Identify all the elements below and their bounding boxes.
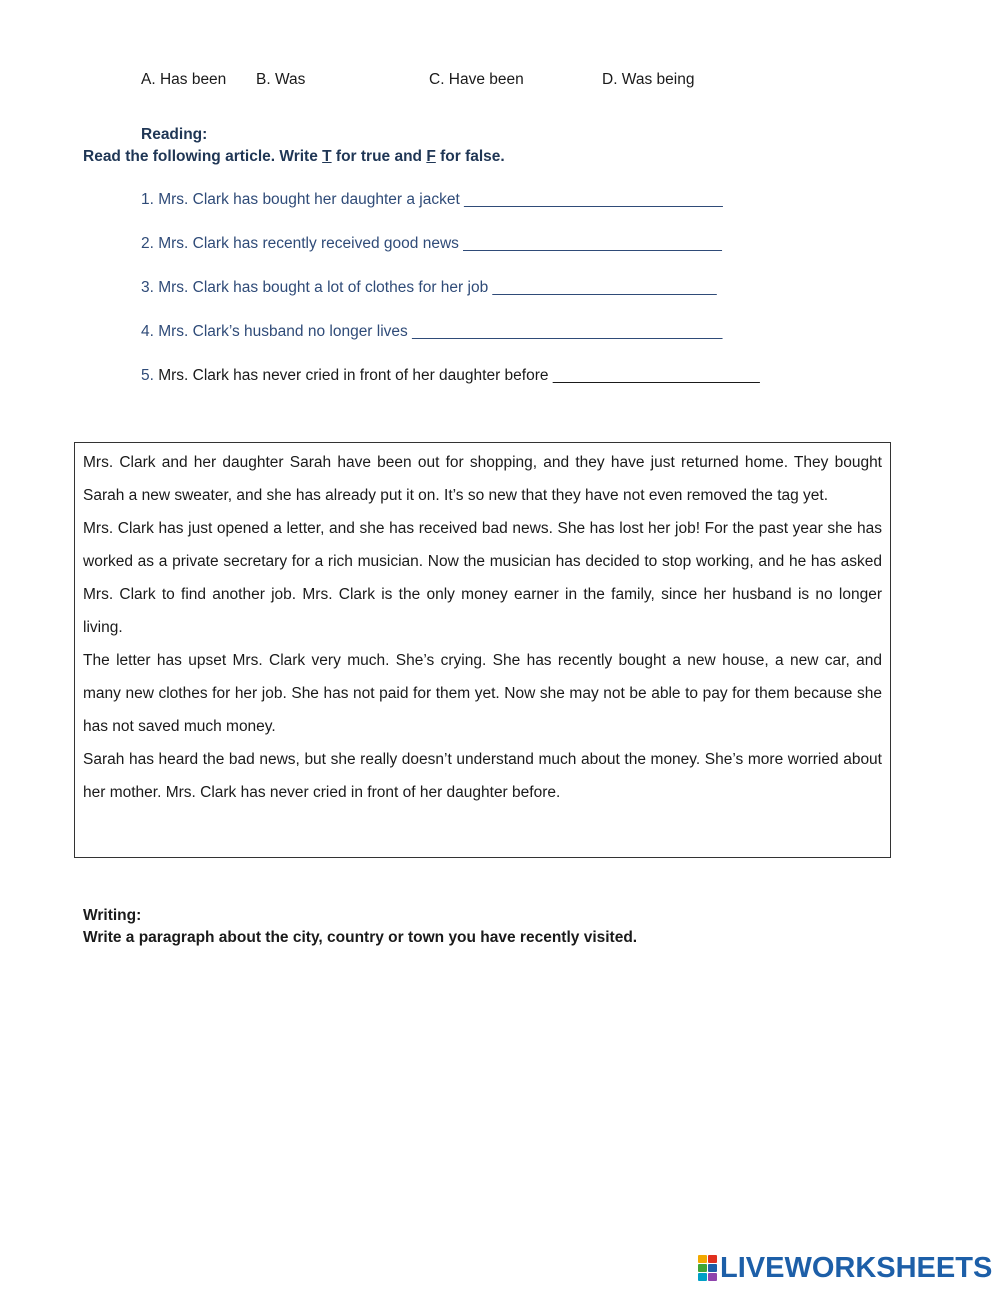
writing-heading: Writing: bbox=[83, 907, 142, 924]
answer-blank-1[interactable]: ______________________________ bbox=[464, 191, 723, 208]
article-paragraph-4: Sarah has heard the bad news, but she really doesn’t understand much about the money. She’s more worried about her mother. Mrs. Clark has never cried in front of her daughter before. bbox=[83, 751, 882, 801]
option-a: A. Has been bbox=[141, 71, 227, 88]
question-5: 5. Mrs. Clark has never cried in front of her daughter before ________________________ bbox=[141, 367, 760, 384]
answer-blank-2[interactable]: ______________________________ bbox=[463, 235, 722, 252]
answer-blank-4[interactable]: ____________________________________ bbox=[412, 323, 723, 340]
liveworksheets-logo bbox=[698, 1252, 992, 1284]
reading-instruction: Read the following article. Write T for true and F for false. bbox=[83, 148, 505, 165]
question-4: 4. Mrs. Clark’s husband no longer lives ____________________________________ bbox=[141, 323, 723, 340]
question-2: 2. Mrs. Clark has recently received good news ______________________________ bbox=[141, 235, 722, 252]
answer-blank-3[interactable]: __________________________ bbox=[492, 279, 717, 296]
option-c: C. Have been bbox=[429, 71, 524, 88]
logo-blocks-icon bbox=[698, 1255, 717, 1281]
question-3: 3. Mrs. Clark has bought a lot of clothes for her job __________________________ bbox=[141, 279, 717, 296]
article-paragraph-2: Mrs. Clark has just opened a letter, and she has received bad news. She has lost her job! For the past year she has worked as a private secretary for a rich musician. Now the musician has decided to stop working, and he has asked Mrs. Clark to find another job. Mrs. Clark is the only money earner in the family, since her husband is no longer living. bbox=[83, 520, 882, 636]
article-paragraph-3: The letter has upset Mrs. Clark very much. She’s crying. She has recently bought a new house, a new car, and many new clothes for her job. She has not paid for them yet. Now she may not be able to pay for them because she has not saved much money. bbox=[83, 652, 882, 735]
logo-text: LIVEWORKSHEETS bbox=[720, 1251, 993, 1284]
article-box bbox=[74, 442, 891, 858]
t-letter: T bbox=[322, 148, 332, 165]
article-paragraph-1: Mrs. Clark and her daughter Sarah have been out for shopping, and they have just returned home. They bought Sarah a new sweater, and she has already put it on. It’s so new that they have not even removed the tag yet. bbox=[83, 454, 882, 504]
option-b: B. Was bbox=[256, 71, 306, 88]
f-letter: F bbox=[426, 148, 436, 165]
question-1: 1. Mrs. Clark has bought her daughter a jacket ______________________________ bbox=[141, 191, 723, 208]
option-d: D. Was being bbox=[602, 71, 695, 88]
reading-heading: Reading: bbox=[141, 126, 208, 143]
answer-blank-5[interactable]: ________________________ bbox=[552, 367, 760, 384]
writing-instruction: Write a paragraph about the city, country or town you have recently visited. bbox=[83, 929, 638, 946]
